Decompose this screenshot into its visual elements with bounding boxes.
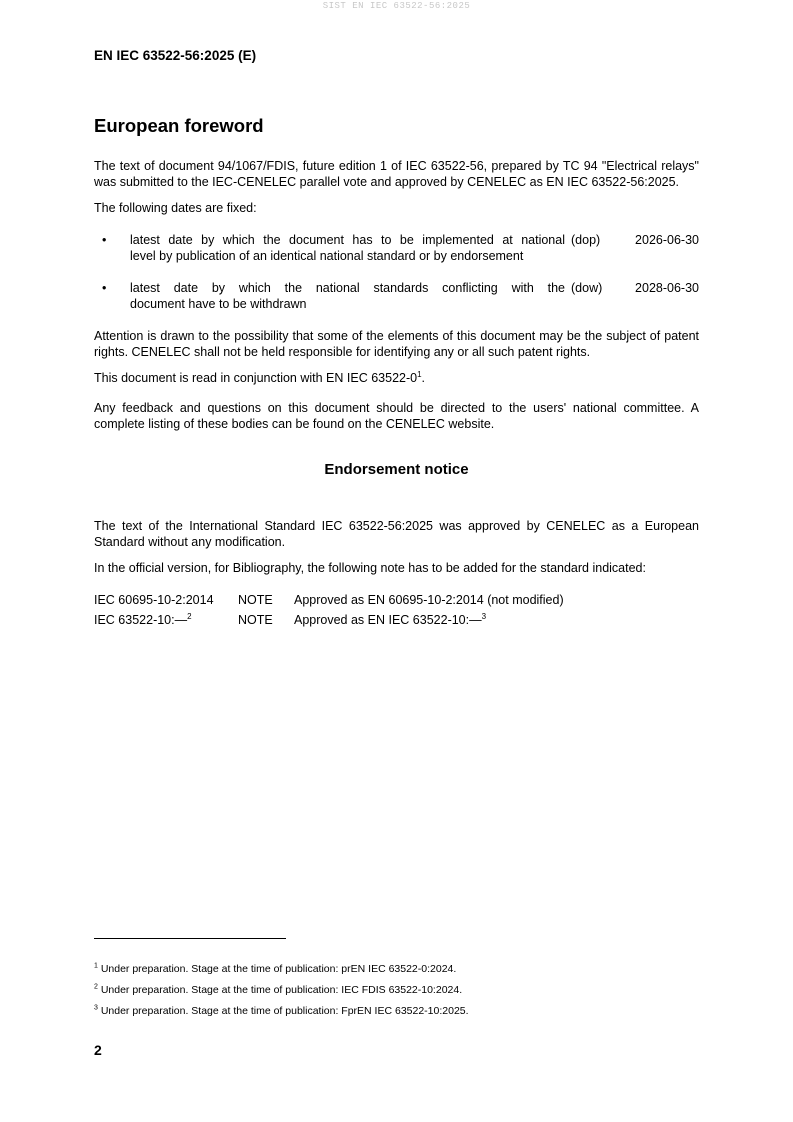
footnote-item: $^3$ Under preparation. Stage at the time of publication: FprEN IEC 63522-10:2025.: [94, 1004, 469, 1017]
date-item-dop: [94, 232, 699, 264]
date-item-code: (dop): [571, 233, 601, 247]
page-content: [94, 114, 699, 630]
date-item-text: latest date by which the national standards conflicting with the document have to be withdrawn: [130, 281, 565, 311]
footnote-ref[interactable]: 3: [481, 611, 487, 621]
document-id: EN IEC 63522-56:2025 (E): [94, 48, 257, 63]
endorsement-notes: [94, 590, 699, 630]
note-label: NOTE: [238, 593, 273, 607]
footnote-ref[interactable]: 2: [187, 611, 192, 621]
note-label: NOTE: [238, 613, 273, 627]
endorsement-title: Endorsement notice: [324, 461, 469, 478]
footnote-item: $^2$ Under preparation. Stage at the time of publication: IEC FDIS 63522-10:2024.: [94, 983, 463, 996]
footnote-divider: [94, 938, 286, 939]
date-item-text: latest date by which the document has to be implemented at national level by publication of an identical national standard or by endorsement: [130, 233, 565, 263]
foreword-title: European foreword: [94, 115, 264, 136]
footnote-ref[interactable]: 1: [417, 369, 422, 379]
foreword-paragraph-5: Any feedback and questions on this document should be directed to the users' national committee. A complete listing of these bodies can be found on the CENELEC website.: [94, 401, 699, 431]
foreword-paragraph-2: The following dates are fixed:: [94, 201, 257, 215]
date-item-dow: [94, 280, 699, 312]
note-ref: IEC 63522-10:—$^2$: [94, 611, 192, 627]
foreword-paragraph-4: This document is read in conjunction with EN IEC $63522-0^1$.: [94, 369, 426, 385]
date-item-date: 2028-06-30: [635, 281, 699, 295]
endorsement-paragraph-2: In the official version, for Bibliography, the following note has to be added for the standard indicated:: [94, 561, 646, 575]
note-row: [94, 590, 699, 610]
date-item-code: (dow): [571, 281, 603, 295]
foreword-paragraph-1: The text of document 94/1067/FDIS, future edition 1 of IEC 63522-56, prepared by TC 94 "Electrical relays" was submitted to the IEC-CENELEC parallel vote and approved by CENELEC as EN IEC 63522-56:2025.: [94, 159, 699, 189]
date-item-date: 2026-06-30: [635, 233, 699, 247]
foreword-paragraph-3: Attention is drawn to the possibility that some of the elements of this document may be the subject of patent rights. CENELEC shall not be held responsible for identifying any or all such patent rights.: [94, 329, 699, 359]
bullet-icon: •: [102, 281, 107, 295]
footnote-item: $^1$ Under preparation. Stage at the time of publication: prEN IEC 63522-0:2024.: [94, 962, 457, 975]
note-text: Approved as EN IEC 63522-10:—$^3$: [294, 611, 487, 627]
note-ref: IEC 60695-10-2:2014: [94, 593, 214, 607]
bullet-icon: •: [102, 233, 107, 247]
watermark: SIST EN IEC 63522-56:2025: [322, 1, 471, 11]
note-text: Approved as EN 60695-10-2:2014 (not modified): [294, 593, 564, 607]
page-number: 2: [94, 1042, 102, 1058]
endorsement-paragraph-1: The text of the International Standard IEC 63522-56:2025 was approved by CENELEC as a European Standard without any modification.: [94, 519, 699, 549]
note-row: [94, 610, 699, 630]
footnotes: [94, 962, 699, 1025]
